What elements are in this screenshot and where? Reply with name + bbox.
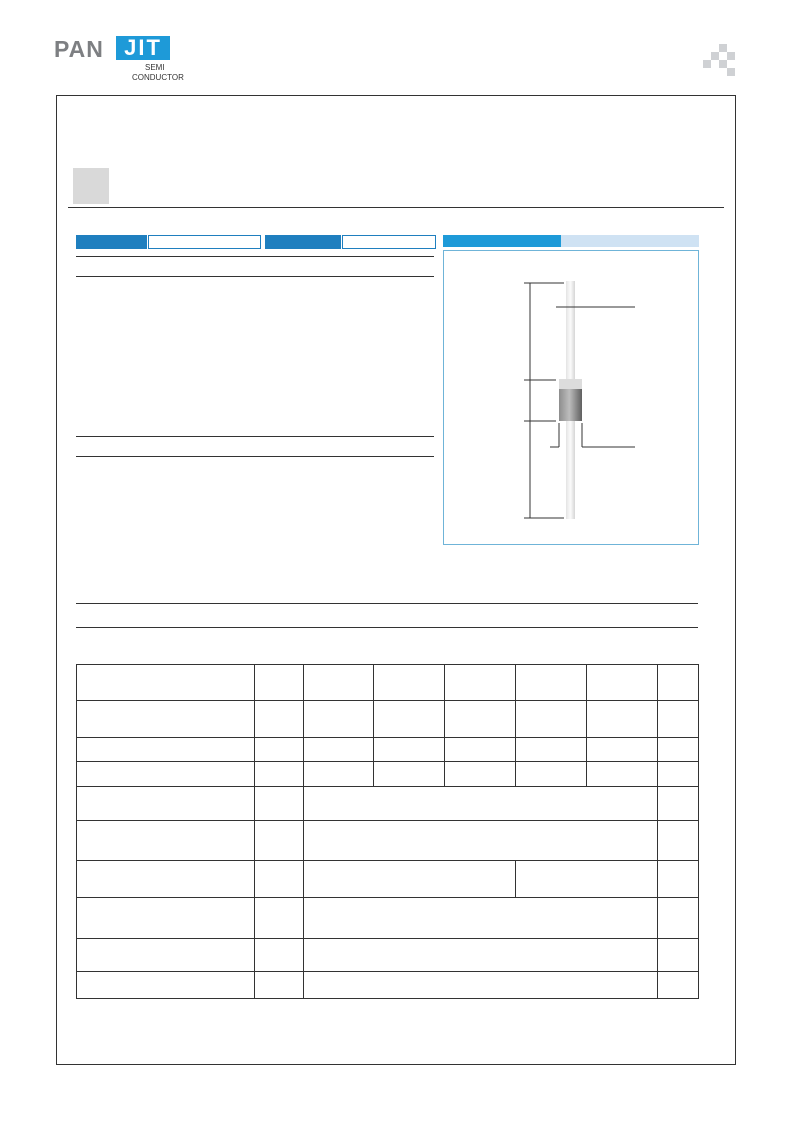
- table-cell: [516, 738, 587, 762]
- table-cell: [587, 738, 658, 762]
- table-cell: [255, 665, 304, 701]
- table-cell: [516, 861, 658, 898]
- table-cell: [445, 738, 516, 762]
- table-cell: [445, 762, 516, 787]
- table-cell: [658, 972, 699, 999]
- table-row: [77, 939, 699, 972]
- table-cell: [516, 762, 587, 787]
- table-cell: [77, 861, 255, 898]
- logo-word-pan: PAN: [54, 36, 104, 62]
- table-cell: [516, 701, 587, 738]
- package-panel-header-fill: [561, 235, 699, 247]
- table-row: [77, 762, 699, 787]
- logo-line-semi: SEMI: [145, 63, 165, 72]
- checker-squares-icon: [703, 44, 735, 76]
- table-cell: [304, 665, 374, 701]
- part-title-marker: [73, 168, 109, 204]
- table-row: [77, 701, 699, 738]
- table-cell: [516, 665, 587, 701]
- table-cell: [304, 762, 374, 787]
- title-divider: [68, 207, 724, 208]
- table-cell: [77, 787, 255, 821]
- company-logo: [54, 34, 184, 86]
- table-row: [77, 972, 699, 999]
- table-cell: [445, 665, 516, 701]
- table-cell: [77, 665, 255, 701]
- table-cell: [658, 939, 699, 972]
- table-cell: [445, 701, 516, 738]
- table-cell: [658, 738, 699, 762]
- table-cell: [77, 738, 255, 762]
- table-cell: [304, 972, 658, 999]
- current-value-box: [342, 235, 436, 249]
- table-cell: [658, 861, 699, 898]
- table-cell: [255, 861, 304, 898]
- table-cell: [255, 821, 304, 861]
- table-cell: [304, 898, 658, 939]
- table-cell: [255, 972, 304, 999]
- table-cell: [304, 787, 658, 821]
- voltage-label: [76, 235, 147, 249]
- table-cell: [587, 762, 658, 787]
- logo-word-jit: JIT: [116, 36, 170, 60]
- table-cell: [658, 665, 699, 701]
- table-cell: [658, 787, 699, 821]
- voltage-value-box: [148, 235, 261, 249]
- ratings-table: [76, 664, 699, 999]
- table-cell: [255, 762, 304, 787]
- table-cell: [255, 898, 304, 939]
- table-row: [77, 787, 699, 821]
- table-cell: [658, 898, 699, 939]
- package-panel-header: [443, 235, 561, 247]
- table-cell: [77, 898, 255, 939]
- table-row: [77, 665, 699, 701]
- table-cell: [77, 762, 255, 787]
- table-row: [77, 861, 699, 898]
- table-cell: [374, 738, 445, 762]
- package-drawing-panel: [443, 250, 699, 545]
- table-cell: [658, 701, 699, 738]
- table-cell: [304, 939, 658, 972]
- table-cell: [255, 787, 304, 821]
- table-cell: [77, 972, 255, 999]
- table-cell: [255, 701, 304, 738]
- table-cell: [304, 821, 658, 861]
- table-cell: [255, 939, 304, 972]
- table-row: [77, 898, 699, 939]
- current-label: [265, 235, 341, 249]
- table-cell: [658, 762, 699, 787]
- table-cell: [587, 665, 658, 701]
- table-cell: [255, 738, 304, 762]
- table-cell: [658, 821, 699, 861]
- ratings-rule-bottom: [76, 627, 698, 628]
- table-cell: [77, 821, 255, 861]
- table-cell: [304, 701, 374, 738]
- features-rule-top: [76, 256, 434, 257]
- mechanical-rule-top: [76, 436, 434, 437]
- table-row: [77, 738, 699, 762]
- logo-line-conductor: CONDUCTOR: [132, 73, 184, 82]
- table-cell: [374, 701, 445, 738]
- table-row: [77, 821, 699, 861]
- table-cell: [304, 861, 516, 898]
- mechanical-rule-bottom: [76, 456, 434, 457]
- axial-diode-icon: [444, 251, 698, 544]
- ratings-rule-top: [76, 603, 698, 604]
- table-cell: [587, 701, 658, 738]
- table-cell: [77, 939, 255, 972]
- table-cell: [374, 762, 445, 787]
- table-cell: [374, 665, 445, 701]
- table-cell: [304, 738, 374, 762]
- features-rule-bottom: [76, 276, 434, 277]
- table-cell: [77, 701, 255, 738]
